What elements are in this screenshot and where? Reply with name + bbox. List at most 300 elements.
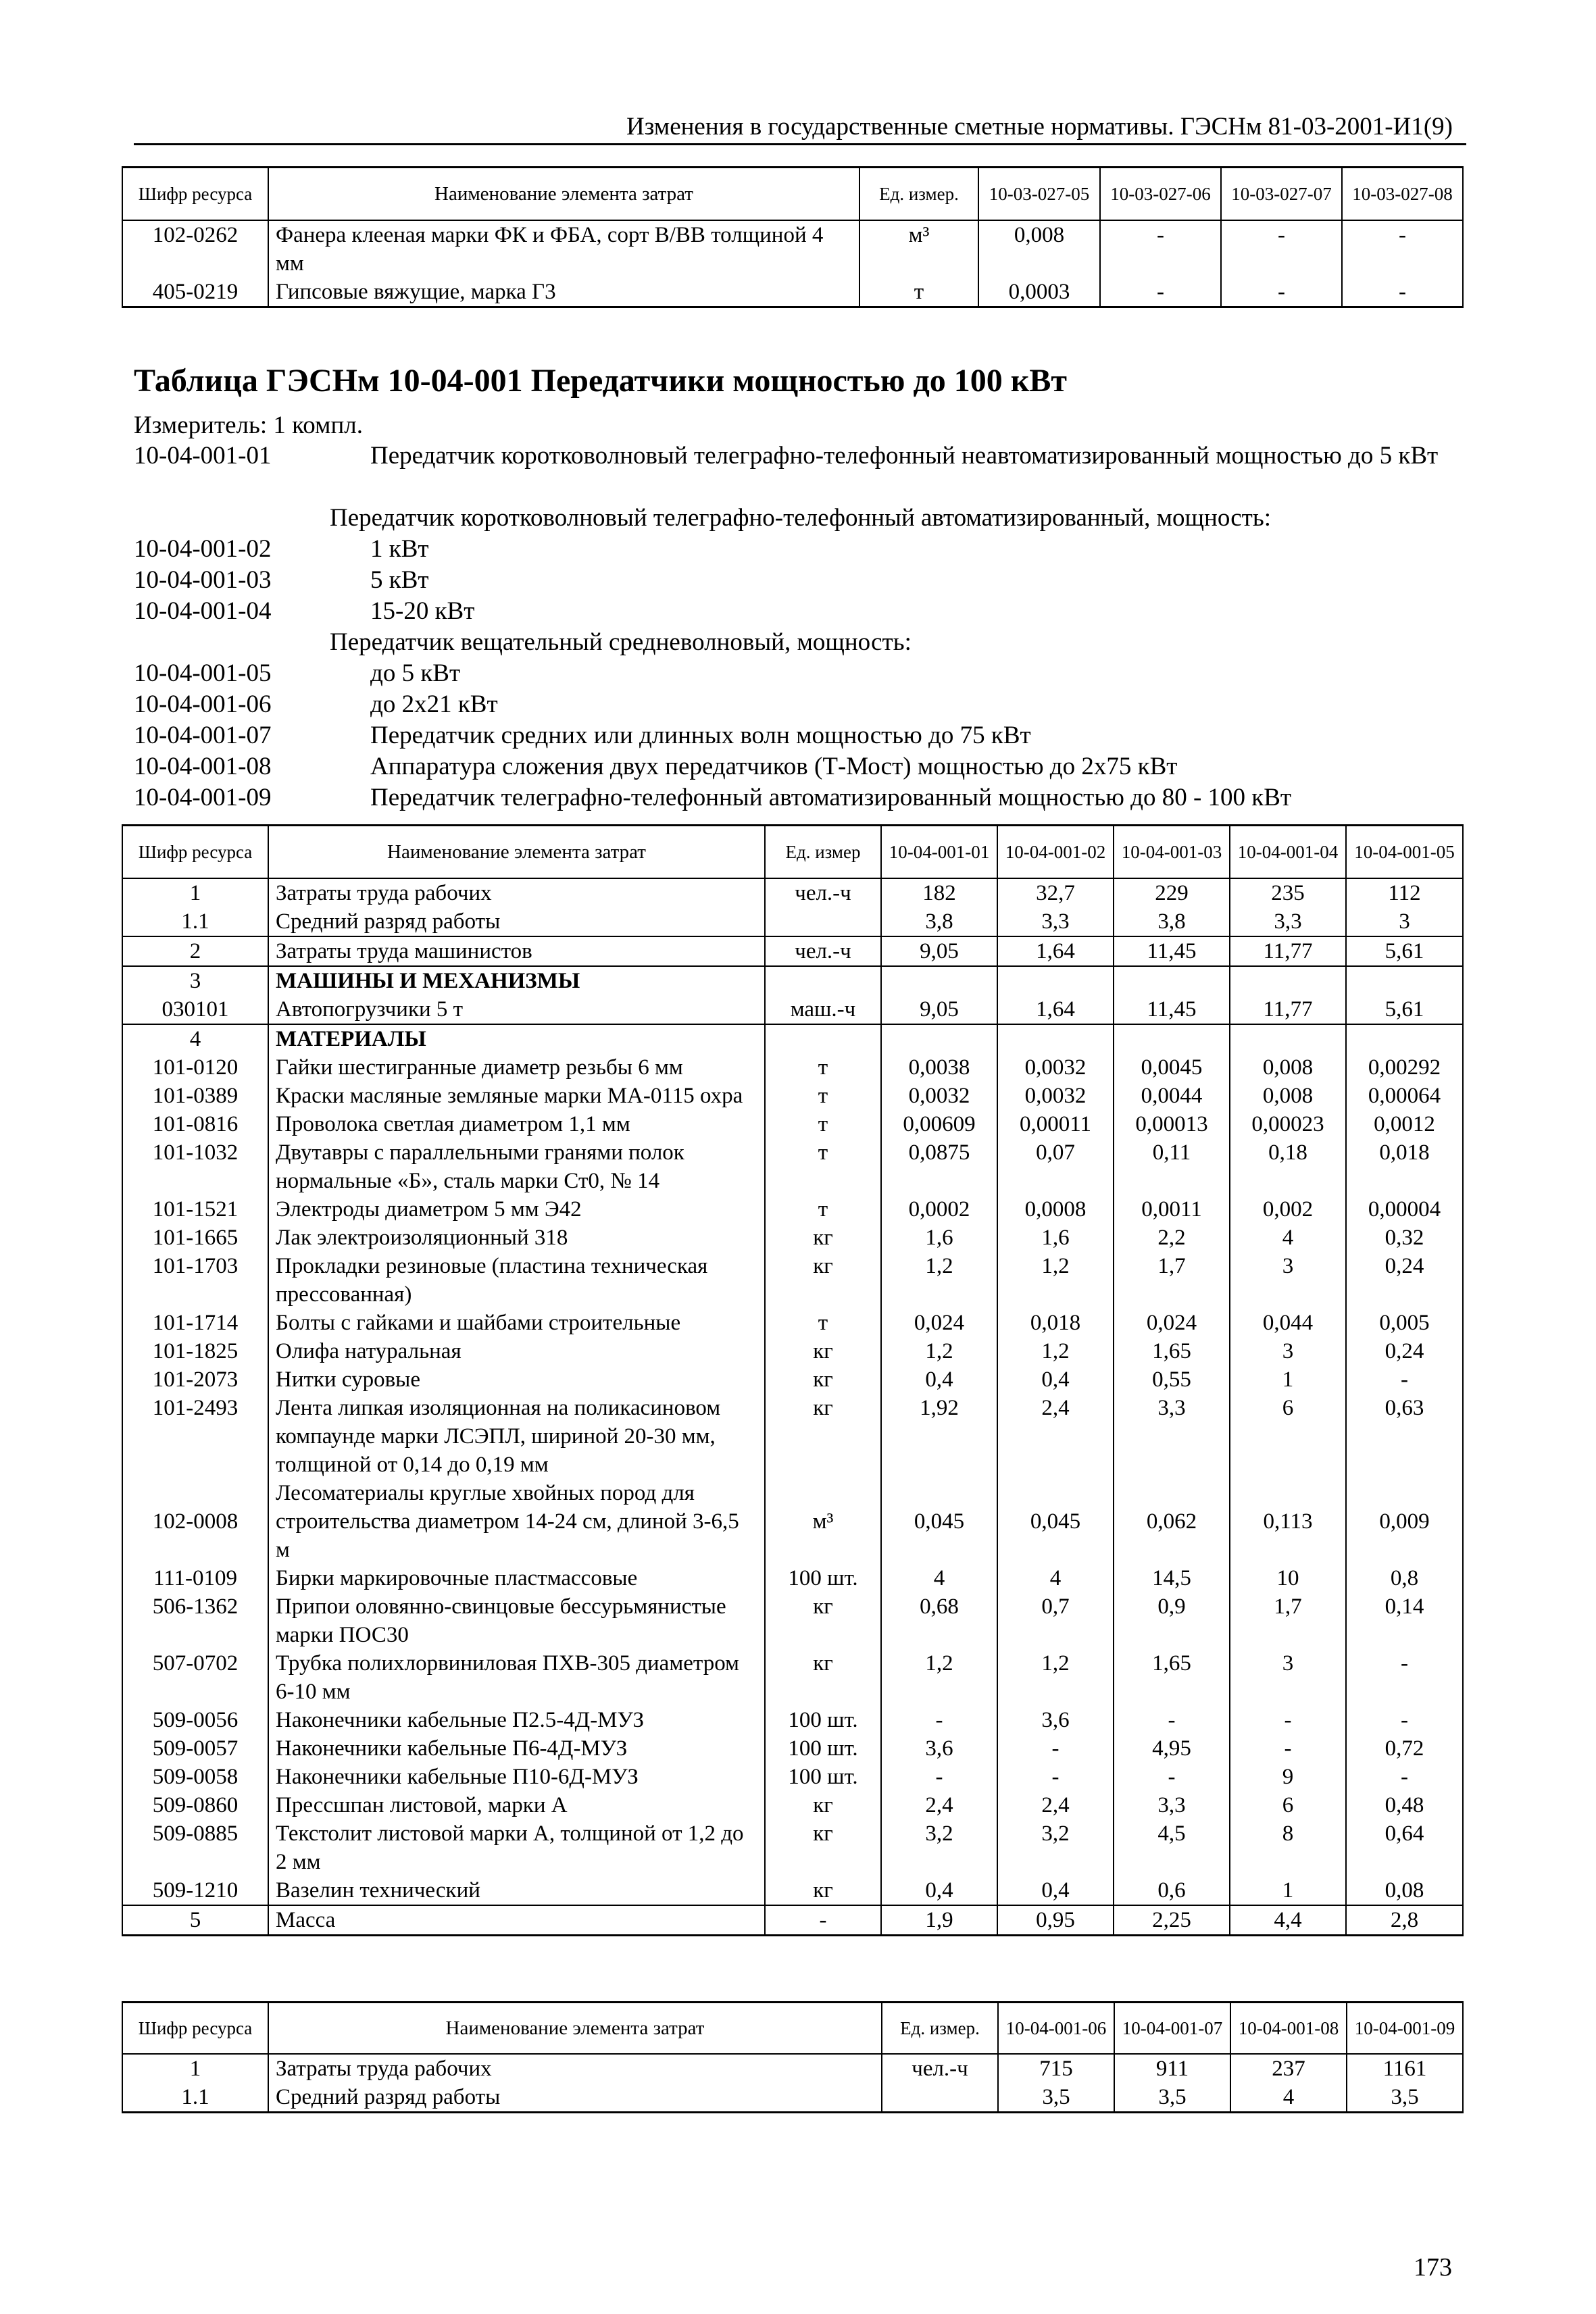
header-code: Шифр ресурса: [122, 826, 268, 878]
cell-value: 0,0032: [997, 1053, 1114, 1082]
norm-description: Передатчик коротковолновый телеграфно-телефонный автоматизированный, мощность:: [330, 504, 1272, 532]
cell-value: 1,92: [881, 1394, 997, 1479]
cell-value: 1,9: [881, 1905, 997, 1936]
header-norm-code: 10-03-027-08: [1342, 168, 1463, 220]
cell-unit: т: [765, 1082, 881, 1110]
cell-name: Гайки шестигранные диаметр резьбы 6 мм: [268, 1053, 765, 1082]
cell-value: 0,002: [1230, 1195, 1346, 1224]
cell-value: 0,024: [1114, 1309, 1230, 1337]
cell-value: 1,64: [997, 936, 1114, 966]
cell-name: Вазелин технический: [268, 1876, 765, 1905]
cell-value: 2,8: [1346, 1905, 1463, 1936]
cell-unit: т: [765, 1195, 881, 1224]
cell-value: 0,00064: [1346, 1082, 1463, 1110]
measurement-unit: Измеритель: 1 компл.: [134, 411, 363, 439]
cell-value: -: [1342, 220, 1463, 278]
norm-description: Передатчик средних или длинных волн мощностью до 75 кВт: [370, 722, 1031, 749]
cell-value: 0,9: [1114, 1592, 1230, 1649]
cell-value: 1,6: [881, 1224, 997, 1252]
cell-value: 32,7: [997, 878, 1114, 907]
cell-value: 4: [1230, 2083, 1347, 2113]
header-name: Наименование элемента затрат: [268, 168, 859, 220]
cell-unit: м³: [859, 220, 978, 278]
cell-value: 1,2: [997, 1252, 1114, 1309]
norm-description: 1 кВт: [370, 535, 429, 563]
cell-unit: кг: [765, 1592, 881, 1649]
second-cost-table: [122, 2001, 1464, 2113]
cell-code: 101-1714: [122, 1309, 268, 1337]
cell-unit: т: [765, 1138, 881, 1195]
header-norm-code: 10-04-001-07: [1114, 2003, 1230, 2054]
table-row: [122, 1224, 1463, 1252]
cell-value: 6: [1230, 1791, 1346, 1819]
cell-value: 0,0011: [1114, 1195, 1230, 1224]
cell-value: 1,2: [997, 1649, 1114, 1706]
cell-unit: 100 шт.: [765, 1706, 881, 1734]
norm-description: 5 кВт: [370, 566, 429, 594]
cell-value: -: [1346, 1365, 1463, 1394]
cell-value: -: [997, 1734, 1114, 1763]
cell-code: 101-0389: [122, 1082, 268, 1110]
cell-value: 9: [1230, 1763, 1346, 1791]
norm-code: 10-04-001-05: [134, 659, 272, 687]
cell-value: 10: [1230, 1564, 1346, 1592]
cell-value: 11,77: [1230, 995, 1346, 1024]
cell-unit: [882, 2083, 998, 2113]
table-row: [122, 1138, 1463, 1195]
cell-value: 0,14: [1346, 1592, 1463, 1649]
table-row: [122, 1905, 1463, 1936]
cell-value: 0,4: [881, 1876, 997, 1905]
cell-value: 0,32: [1346, 1224, 1463, 1252]
table-row: [122, 1706, 1463, 1734]
cell-value: 0,00004: [1346, 1195, 1463, 1224]
cell-value: 11,45: [1114, 995, 1230, 1024]
cell-code: 101-0816: [122, 1110, 268, 1138]
cell-value: 0,63: [1346, 1394, 1463, 1479]
cell-unit: кг: [765, 1819, 881, 1876]
cell-value: 0,0008: [997, 1195, 1114, 1224]
cell-value: 3,3: [1230, 907, 1346, 936]
cell-unit: т: [765, 1053, 881, 1082]
cell-value: 3,6: [997, 1706, 1114, 1734]
cell-name: МАТЕРИАЛЫ: [268, 1024, 765, 1053]
norm-code: 10-04-001-08: [134, 753, 272, 780]
table-row: [122, 1479, 1463, 1564]
cell-value: 2,4: [997, 1791, 1114, 1819]
cell-code: 101-1032: [122, 1138, 268, 1195]
cell-value: -: [881, 1763, 997, 1791]
table-row: [122, 1564, 1463, 1592]
cell-code: 102-0262: [122, 220, 268, 278]
cell-value: 1,7: [1114, 1252, 1230, 1309]
cell-value: 0,0002: [881, 1195, 997, 1224]
cell-value: [1230, 1024, 1346, 1053]
cell-name: Затраты труда рабочих: [268, 878, 765, 907]
cell-value: 3: [1230, 1337, 1346, 1365]
cell-value: -: [1346, 1649, 1463, 1706]
cell-value: -: [1114, 1706, 1230, 1734]
cell-value: 4: [997, 1564, 1114, 1592]
table-header-row: [122, 168, 1463, 220]
cell-value: -: [1100, 220, 1221, 278]
cell-value: 0,4: [997, 1876, 1114, 1905]
header-norm-code: 10-04-001-01: [881, 826, 997, 878]
cell-value: 8: [1230, 1819, 1346, 1876]
main-cost-table: [122, 824, 1464, 1936]
cell-value: 3,5: [998, 2083, 1114, 2113]
norm-code: 10-04-001-04: [134, 597, 272, 625]
table-row: [122, 907, 1463, 936]
header-norm-code: 10-04-001-02: [997, 826, 1114, 878]
header-norm-code: 10-03-027-05: [978, 168, 1100, 220]
cell-value: 0,8: [1346, 1564, 1463, 1592]
cell-value: [1230, 966, 1346, 995]
table-row: [122, 1309, 1463, 1337]
cell-value: [997, 966, 1114, 995]
cell-unit: кг: [765, 1337, 881, 1365]
table-row: [122, 2083, 1463, 2113]
cell-code: 509-0860: [122, 1791, 268, 1819]
cell-value: 0,0875: [881, 1138, 997, 1195]
cell-value: 1,65: [1114, 1337, 1230, 1365]
cell-unit: кг: [765, 1876, 881, 1905]
cell-unit: чел.-ч: [765, 936, 881, 966]
header-unit: Ед. измер.: [882, 2003, 998, 2054]
cell-value: -: [997, 1763, 1114, 1791]
table-row: [122, 1110, 1463, 1138]
cell-name: Трубка полихлорвиниловая ПХВ-305 диаметром 6-10 мм: [268, 1649, 765, 1706]
cell-value: 9,05: [881, 936, 997, 966]
norm-description: 15-20 кВт: [370, 597, 475, 625]
cell-value: 14,5: [1114, 1564, 1230, 1592]
cell-value: 3,3: [997, 907, 1114, 936]
cell-value: 5,61: [1346, 995, 1463, 1024]
cell-unit: кг: [765, 1224, 881, 1252]
cell-value: 3,6: [881, 1734, 997, 1763]
cell-code: 101-2073: [122, 1365, 268, 1394]
cell-unit: маш.-ч: [765, 995, 881, 1024]
cell-value: [881, 966, 997, 995]
cell-code: 1: [122, 2054, 268, 2083]
cell-code: 1.1: [122, 907, 268, 936]
cell-value: 0,045: [881, 1479, 997, 1564]
cell-value: 0,018: [1346, 1138, 1463, 1195]
cell-unit: кг: [765, 1252, 881, 1309]
cell-name: Прессшпан листовой, марки А: [268, 1791, 765, 1819]
table-row: [122, 966, 1463, 995]
cell-value: 0,0038: [881, 1053, 997, 1082]
cell-value: 11,77: [1230, 936, 1346, 966]
norm-code: 10-04-001-06: [134, 690, 272, 718]
cell-unit: [765, 1024, 881, 1053]
cell-value: 0,00609: [881, 1110, 997, 1138]
cell-name: Затраты труда машинистов: [268, 936, 765, 966]
running-header-text: Изменения в государственные сметные нормативы. ГЭСНм 81-03-2001-И1(9): [626, 113, 1453, 141]
cell-name: Лесоматериалы круглые хвойных пород для строительства диаметром 14-24 см, длиной 3-6,5 м: [268, 1479, 765, 1564]
norm-code: 10-04-001-07: [134, 722, 272, 749]
cell-value: [1346, 1024, 1463, 1053]
cell-value: 3,8: [1114, 907, 1230, 936]
header-norm-code: 10-04-001-03: [1114, 826, 1230, 878]
cell-value: -: [1230, 1706, 1346, 1734]
cell-code: 509-1210: [122, 1876, 268, 1905]
cell-value: 5,61: [1346, 936, 1463, 966]
cell-code: 2: [122, 936, 268, 966]
table-row: [122, 936, 1463, 966]
cell-value: 0,7: [997, 1592, 1114, 1649]
cell-code: 030101: [122, 995, 268, 1024]
cell-value: [997, 1024, 1114, 1053]
cell-value: 0,95: [997, 1905, 1114, 1936]
cell-value: 235: [1230, 878, 1346, 907]
cell-value: 3: [1346, 907, 1463, 936]
header-code: Шифр ресурса: [122, 168, 268, 220]
cell-name: Болты с гайками и шайбами строительные: [268, 1309, 765, 1337]
norm-description: до 5 кВт: [370, 659, 461, 687]
table-row: [122, 1053, 1463, 1082]
cell-value: -: [1230, 1734, 1346, 1763]
header-norm-code: 10-04-001-09: [1347, 2003, 1463, 2054]
table-row: [122, 1819, 1463, 1876]
cell-name: Фанера клееная марки ФК и ФБА, сорт В/ВВ толщиной 4 мм: [268, 220, 859, 278]
header-norm-code: 10-03-027-06: [1100, 168, 1221, 220]
cell-value: 4,5: [1114, 1819, 1230, 1876]
cell-value: 182: [881, 878, 997, 907]
cell-code: 506-1362: [122, 1592, 268, 1649]
norm-description: до 2х21 кВт: [370, 690, 498, 718]
cell-name: Олифа натуральная: [268, 1337, 765, 1365]
cell-unit: т: [765, 1110, 881, 1138]
cell-code: 1.1: [122, 2083, 268, 2113]
cell-name: Текстолит листовой марки А, толщиной от 1,2 до 2 мм: [268, 1819, 765, 1876]
table-row: [122, 1082, 1463, 1110]
header-norm-code: 10-04-001-04: [1230, 826, 1346, 878]
cell-value: 0,0012: [1346, 1110, 1463, 1138]
cell-code: 3: [122, 966, 268, 995]
cell-name: Средний разряд работы: [268, 907, 765, 936]
norm-code: 10-04-001-02: [134, 535, 272, 563]
norm-code: 10-04-001-03: [134, 566, 272, 594]
cell-value: 0,55: [1114, 1365, 1230, 1394]
cell-value: 9,05: [881, 995, 997, 1024]
cell-name: Наконечники кабельные П6-4Д-МУЗ: [268, 1734, 765, 1763]
cell-value: 3: [1230, 1649, 1346, 1706]
cell-value: 237: [1230, 2054, 1347, 2083]
cell-value: 3: [1230, 1252, 1346, 1309]
cell-unit: м³: [765, 1479, 881, 1564]
cell-value: [1114, 966, 1230, 995]
cell-unit: -: [765, 1905, 881, 1936]
cell-value: 0,68: [881, 1592, 997, 1649]
table-row: [122, 995, 1463, 1024]
cell-value: 2,25: [1114, 1905, 1230, 1936]
cell-code: 507-0702: [122, 1649, 268, 1706]
cell-value: 0,08: [1346, 1876, 1463, 1905]
cell-value: 2,4: [997, 1394, 1114, 1479]
table-row: [122, 1394, 1463, 1479]
cell-value: 1,6: [997, 1224, 1114, 1252]
table-row: [122, 1365, 1463, 1394]
cell-value: -: [1114, 1763, 1230, 1791]
cell-value: 2,2: [1114, 1224, 1230, 1252]
cell-value: 3,8: [881, 907, 997, 936]
cell-value: 4: [1230, 1224, 1346, 1252]
cell-code: 101-2493: [122, 1394, 268, 1479]
cell-value: 0,72: [1346, 1734, 1463, 1763]
cell-value: 2,4: [881, 1791, 997, 1819]
cell-name: Средний разряд работы: [268, 2083, 882, 2113]
cell-unit: кг: [765, 1791, 881, 1819]
table-row: [122, 1252, 1463, 1309]
cell-name: Гипсовые вяжущие, марка Г3: [268, 278, 859, 307]
cell-value: 0,045: [997, 1479, 1114, 1564]
cell-code: 101-1665: [122, 1224, 268, 1252]
running-header: [134, 108, 1466, 145]
cell-value: -: [881, 1706, 997, 1734]
norm-description: Передатчик вещательный средневолновый, мощность:: [330, 628, 912, 656]
cell-name: Масса: [268, 1905, 765, 1936]
cell-value: 1,64: [997, 995, 1114, 1024]
cell-value: 3,5: [1347, 2083, 1463, 2113]
cell-value: -: [1342, 278, 1463, 307]
cell-value: 0,062: [1114, 1479, 1230, 1564]
cell-code: 5: [122, 1905, 268, 1936]
table-row: [122, 2054, 1463, 2083]
cell-value: 0,11: [1114, 1138, 1230, 1195]
cell-name: Проволока светлая диаметром 1,1 мм: [268, 1110, 765, 1138]
cell-value: 0,0032: [881, 1082, 997, 1110]
cell-code: 101-1825: [122, 1337, 268, 1365]
cell-name: Лента липкая изоляционная на поликасиновом компаунде марки ЛСЭПЛ, шириной 20-30 мм, толщиной от 0,14 до 0,19 мм: [268, 1394, 765, 1479]
cell-value: 1,7: [1230, 1592, 1346, 1649]
cell-code: 1: [122, 878, 268, 907]
table-row: [122, 1876, 1463, 1905]
table-row: [122, 1024, 1463, 1053]
cell-name: Наконечники кабельные П10-6Д-МУЗ: [268, 1763, 765, 1791]
cell-name: Нитки суровые: [268, 1365, 765, 1394]
cell-value: -: [1100, 278, 1221, 307]
table-row: [122, 1195, 1463, 1224]
header-name: Наименование элемента затрат: [268, 2003, 882, 2054]
cell-value: 1,2: [881, 1252, 997, 1309]
cell-value: 0,00023: [1230, 1110, 1346, 1138]
cell-value: 1161: [1347, 2054, 1463, 2083]
cell-value: 0,009: [1346, 1479, 1463, 1564]
cell-unit: кг: [765, 1649, 881, 1706]
cell-unit: чел.-ч: [882, 2054, 998, 2083]
cell-value: -: [1221, 220, 1342, 278]
cell-value: 0,0044: [1114, 1082, 1230, 1110]
cell-value: 0,24: [1346, 1252, 1463, 1309]
cell-value: 0,4: [997, 1365, 1114, 1394]
cell-value: 0,48: [1346, 1791, 1463, 1819]
cell-code: 111-0109: [122, 1564, 268, 1592]
cell-code: 102-0008: [122, 1479, 268, 1564]
table-row: [122, 1763, 1463, 1791]
cell-value: 0,00292: [1346, 1053, 1463, 1082]
cell-unit: [765, 966, 881, 995]
norm-description: Аппаратура сложения двух передатчиков (Т-Мост) мощностью до 2х75 кВт: [370, 753, 1178, 780]
cell-value: [1346, 966, 1463, 995]
header-name: Наименование элемента затрат: [268, 826, 765, 878]
cell-value: 715: [998, 2054, 1114, 2083]
header-unit: Ед. измер.: [859, 168, 978, 220]
norm-code: 10-04-001-09: [134, 784, 272, 811]
cell-value: 0,018: [997, 1309, 1114, 1337]
cell-value: [881, 1024, 997, 1053]
cell-value: 0,005: [1346, 1309, 1463, 1337]
section-title: Таблица ГЭСНм 10-04-001 Передатчики мощностью до 100 кВт: [134, 363, 1068, 399]
cell-unit: [765, 907, 881, 936]
cell-value: 0,64: [1346, 1819, 1463, 1876]
cell-code: 101-1521: [122, 1195, 268, 1224]
cell-value: [1114, 1024, 1230, 1053]
cell-name: Прокладки резиновые (пластина техническая прессованная): [268, 1252, 765, 1309]
cell-value: 0,6: [1114, 1876, 1230, 1905]
cell-value: 4,95: [1114, 1734, 1230, 1763]
cell-value: 3,2: [997, 1819, 1114, 1876]
cell-name: Краски масляные земляные марки МА-0115 охра: [268, 1082, 765, 1110]
table-row: [122, 1592, 1463, 1649]
table-row: [122, 278, 1463, 307]
cell-value: 112: [1346, 878, 1463, 907]
cell-value: 3,2: [881, 1819, 997, 1876]
cell-value: 6: [1230, 1394, 1346, 1479]
cell-value: 0,024: [881, 1309, 997, 1337]
cell-name: Лак электроизоляционный 318: [268, 1224, 765, 1252]
cell-unit: 100 шт.: [765, 1734, 881, 1763]
cell-unit: кг: [765, 1394, 881, 1479]
cell-value: 0,008: [1230, 1053, 1346, 1082]
cell-code: 101-1703: [122, 1252, 268, 1309]
cell-code: 509-0058: [122, 1763, 268, 1791]
cell-code: 405-0219: [122, 278, 268, 307]
cell-value: 1,2: [997, 1337, 1114, 1365]
cell-code: 4: [122, 1024, 268, 1053]
table-header-row: [122, 826, 1463, 878]
norm-description: Передатчик коротковолновый телеграфно-телефонный неавтоматизированный мощностью до 5 кВт: [370, 442, 1439, 470]
table-row: [122, 1791, 1463, 1819]
cell-name: Наконечники кабельные П2.5-4Д-МУЗ: [268, 1706, 765, 1734]
cell-value: 1,2: [881, 1337, 997, 1365]
cell-value: 1: [1230, 1876, 1346, 1905]
cell-unit: чел.-ч: [765, 878, 881, 907]
cell-name: Электроды диаметром 5 мм Э42: [268, 1195, 765, 1224]
cell-name: Двутавры с параллельными гранями полок нормальные «Б», сталь марки Ст0, № 14: [268, 1138, 765, 1195]
cell-code: 509-0057: [122, 1734, 268, 1763]
cell-value: 0,4: [881, 1365, 997, 1394]
cell-value: 11,45: [1114, 936, 1230, 966]
table-header-row: [122, 2003, 1463, 2054]
table-row: [122, 1734, 1463, 1763]
norm-code: 10-04-001-01: [134, 442, 272, 470]
cell-value: 1,2: [881, 1649, 997, 1706]
cell-value: 0,00011: [997, 1110, 1114, 1138]
cell-value: 3,3: [1114, 1791, 1230, 1819]
cell-value: 0,18: [1230, 1138, 1346, 1195]
header-norm-code: 10-04-001-06: [998, 2003, 1114, 2054]
cell-value: 0,0032: [997, 1082, 1114, 1110]
cell-code: 509-0056: [122, 1706, 268, 1734]
cell-name: Припои оловянно-свинцовые бессурьмянистые марки ПОС30: [268, 1592, 765, 1649]
cell-value: 0,24: [1346, 1337, 1463, 1365]
cell-value: -: [1346, 1706, 1463, 1734]
cell-code: 101-0120: [122, 1053, 268, 1082]
header-norm-code: 10-04-001-05: [1346, 826, 1463, 878]
cell-value: 0,113: [1230, 1479, 1346, 1564]
cell-name: МАШИНЫ И МЕХАНИЗМЫ: [268, 966, 765, 995]
